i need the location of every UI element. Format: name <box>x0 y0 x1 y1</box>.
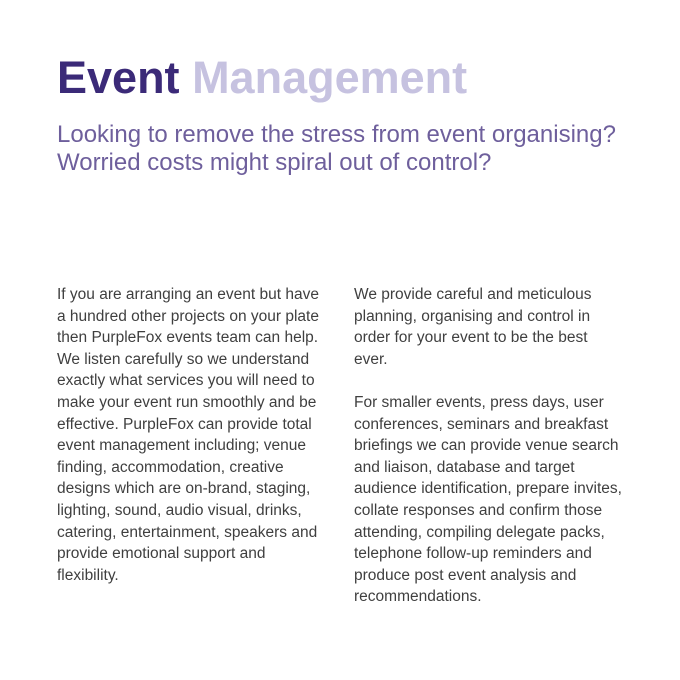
left-column <box>57 284 319 586</box>
page-title <box>57 50 467 106</box>
page-subtitle: Looking to remove the stress from event organising? Worried costs might spiral out of control? <box>57 121 616 176</box>
paragraph-spacer <box>354 370 622 392</box>
left-column-paragraph: If you are arranging an event but have a hundred other projects on your plate then PurpleFox events team can help. We listen carefully so we understand exactly what services you will need to make your event run smoothly and be effective. PurpleFox can provide total event management including; venue finding, accommodation, creative designs which are on-brand, staging, lighting, sound, audio visual, drinks, catering, entertainment, speakers and provide emotional support and flexibility. <box>57 286 319 584</box>
right-column <box>354 284 622 608</box>
right-column-paragraph-services: For smaller events, press days, user conferences, seminars and breakfast briefings we can provide venue search and liaison, database and target audience identification, prepare invites, collate responses and confirm those attending, compiling delegate packs, telephone follow-up reminders and produce post event analysis and recommendations. <box>354 393 622 606</box>
page-title-primary-word: Event <box>57 52 180 103</box>
right-column-paragraph-intro: We provide careful and meticulous planning, organising and control in order for your event to be the best ever. <box>354 286 592 368</box>
page-title-secondary-word: Management <box>192 52 468 103</box>
